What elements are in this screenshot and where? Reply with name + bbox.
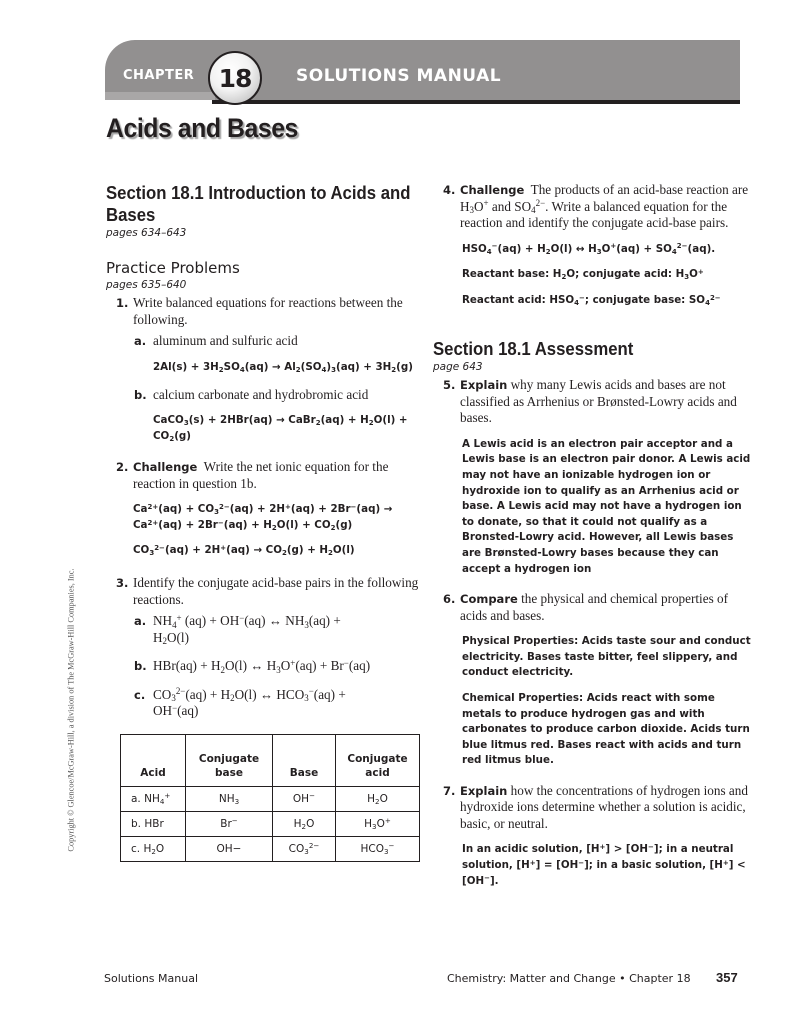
question-number: 3.: [116, 576, 129, 590]
table-row: [121, 811, 420, 836]
left-column: [106, 182, 426, 862]
footer-right: Chemistry: Matter and Change • Chapter 18: [447, 972, 691, 985]
question-number: 2.: [116, 460, 129, 474]
page-title: Acids and Bases: [106, 113, 298, 143]
cell-conjugate-base: $NH_3$: [186, 786, 273, 811]
column-header-acid: Acid: [121, 734, 186, 786]
cell-acid: c. $H_2O$: [121, 836, 186, 861]
answer-6-chemical: Chemical Properties: Acids react with some metals to produce hydrogen gas and with carbonates to produce carbon dioxide. Acids turn blue litmus red. Bases react with acids and turn red litmus blue.: [462, 691, 750, 767]
question-1b: [106, 387, 426, 404]
practice-problems-title: Practice Problems: [106, 259, 240, 277]
cell-conjugate-base: Br−: [186, 811, 273, 836]
answer-5: A Lewis acid is an electron pair acceptor and a Lewis base is an electron pair donor. A Lewis acid may not have an ionizable hydrogen ion or hydroxide ion to qualify as an Arrhenius acid or base. A Lewis acid may not have a hydrogen ion to donate, so that it could not qualify as a Bronsted-Lowry acid. However, all Lewis bases are Brønsted-Lowry bases because they can accept a hydrogen ion: [462, 437, 751, 575]
question-5: [433, 377, 753, 427]
question-number: 4.: [443, 183, 456, 197]
question-text: Identify the conjugate acid-base pairs in the following reactions.: [133, 575, 419, 607]
sub-question-text: aluminum and sulfuric acid: [153, 333, 298, 348]
question-1a: [106, 333, 426, 350]
cell-acid: a. $NH_4^+$: [121, 786, 186, 811]
table-header-row: [121, 734, 420, 786]
cell-conjugate-acid: $H_2O$: [336, 786, 420, 811]
answer-2-full-ionic: $Ca^{2+}(aq) + CO_3^{2-}(aq) + 2H^+(aq) + 2Br^-(aq)$ → $Ca^{2+}(aq) + 2Br^-(aq) + H_2O(l) + CO_2(g)$: [133, 502, 393, 533]
question-keyword: Compare: [460, 592, 518, 607]
answer-1b: CaCO$_3$(s) + 2HBr(aq) → CaBr$_2$(aq) + $H_2O(l)$ + $CO_2(g)$: [153, 414, 408, 444]
question-keyword: Explain: [460, 378, 508, 393]
sub-question-letter: b.: [134, 387, 147, 402]
cell-base: $CO_3^{2-}$: [273, 836, 336, 861]
answer-2-net-ionic: $CO_3^{2-}(aq) + 2H^+(aq) \to CO_2(g) + H_2O(l)$: [133, 543, 355, 558]
banner-underline: [212, 100, 740, 104]
column-header-conjugate-base: Conjugate base: [186, 734, 273, 786]
page-number: 357: [716, 970, 738, 985]
answer-4-equation: $HSO_4^-(aq) + H_2O(l)$ ↔ $H_3O^+(aq) + SO_4^{2-}(aq)$.: [462, 242, 716, 256]
sub-question-text: calcium carbonate and hydrobromic acid: [153, 386, 369, 402]
question-keyword: Explain: [460, 783, 508, 798]
question-text: how the concentrations of hydrogen ions and hydroxide ions determine whether a solution is acidic, basic, or neutral.: [460, 782, 748, 831]
answer-7: In an acidic solution, [H+] > [OH−]; in a neutral solution, [H+] = [OH−]; in a basic solution, [H+] < [OH−].: [462, 843, 746, 887]
cell-base: OH−: [273, 786, 336, 811]
assessment-pages: page 643: [433, 361, 483, 374]
sub-question-letter: c.: [134, 687, 146, 702]
cell-base: $H_2O$: [273, 811, 336, 836]
practice-pages: pages 635–640: [106, 279, 187, 291]
question-3: [106, 575, 426, 608]
banner-accent: [105, 92, 215, 100]
answer-4-base: Reactant base: $H_2O$; conjugate acid: $H_3O^+$: [462, 267, 704, 282]
section-pages: pages 634–643: [106, 227, 187, 239]
table-row: [121, 836, 420, 861]
copyright-notice: [63, 565, 79, 855]
question-text: the physical and chemical properties of acids and bases.: [460, 591, 728, 623]
answer-6-physical: Physical Properties: Acids taste sour and conduct electricity. Bases taste bitter, feel slippery, and conduct electricity.: [462, 635, 751, 679]
question-6: [433, 591, 753, 624]
footer-left: Solutions Manual: [104, 972, 199, 985]
cell-conjugate-acid: $HCO_3^-$: [336, 836, 420, 861]
table-row: [121, 786, 420, 811]
question-text: Write the net ionic equation for the reaction in question 1b.: [133, 459, 389, 491]
right-column: [433, 182, 753, 889]
question-4: 4. Challenge The products of an acid-base reaction are $H_3O^+$ and $SO_4^{2-}$. Write a balanced equation for the reaction and identify the conjugate acid-base pairs.: [443, 182, 749, 230]
chapter-number-badge: 18: [208, 51, 262, 105]
cell-acid: b. HBr: [121, 811, 186, 836]
answer-1a: $2Al(s) + 3H_2SO_4(aq) \to Al_2(SO_4)_3(aq) + 3H_2(g)$: [153, 360, 413, 374]
conjugate-pairs-table: [120, 734, 420, 862]
question-text: Write balanced equations for reactions between the following.: [133, 295, 403, 327]
question-3b: b. $HBr(aq) + H_2O(l)$ ↔ $H_3O^+(aq) + Br^-(aq)$: [134, 657, 371, 675]
question-7: [433, 783, 753, 833]
question-number: 7.: [443, 783, 456, 798]
question-number: 1.: [116, 296, 129, 310]
question-number: 6.: [443, 592, 456, 607]
question-3a: a. $NH_4^+$ (aq) + OH−(aq) ↔ $NH_3(aq)$ + $H_2O(l)$: [134, 612, 341, 647]
assessment-title: Section 18.1 Assessment: [433, 339, 634, 360]
cell-conjugate-base: OH−: [186, 836, 273, 861]
sub-question-letter: a.: [134, 614, 147, 628]
section-title: Section 18.1 Introduction to Acids and Bases: [106, 183, 411, 225]
answer-4-acid: Reactant acid: $HSO_4^-$; conjugate base: $SO_4^{2-}$: [462, 293, 721, 307]
question-2: [106, 459, 426, 492]
question-1: [106, 295, 426, 328]
solutions-manual-label: SOLUTIONS MANUAL: [296, 66, 502, 86]
question-number: 5.: [443, 378, 456, 393]
sub-question-letter: a.: [134, 334, 147, 348]
copyright-text: Copyright © Glencoe/McGraw-Hill, a division of The McGraw-Hill Companies, Inc.: [66, 568, 76, 852]
column-header-base: Base: [273, 734, 336, 786]
cell-conjugate-acid: $H_3O^+$: [336, 811, 420, 836]
column-header-conjugate-acid: Conjugate acid: [336, 734, 420, 786]
question-keyword: Challenge: [133, 460, 198, 474]
chapter-label: CHAPTER: [123, 68, 195, 83]
question-text: why many Lewis acids and bases are not classified as Arrhenius or Brønsted-Lowry acids and bases.: [460, 377, 737, 426]
sub-question-letter: b.: [134, 659, 147, 673]
question-3c: c. $CO_3^{2-}(aq) + H_2O(l)$ ↔ $HCO_3^-(aq)$ + OH−(aq): [134, 686, 346, 718]
question-keyword: Challenge: [460, 183, 525, 197]
